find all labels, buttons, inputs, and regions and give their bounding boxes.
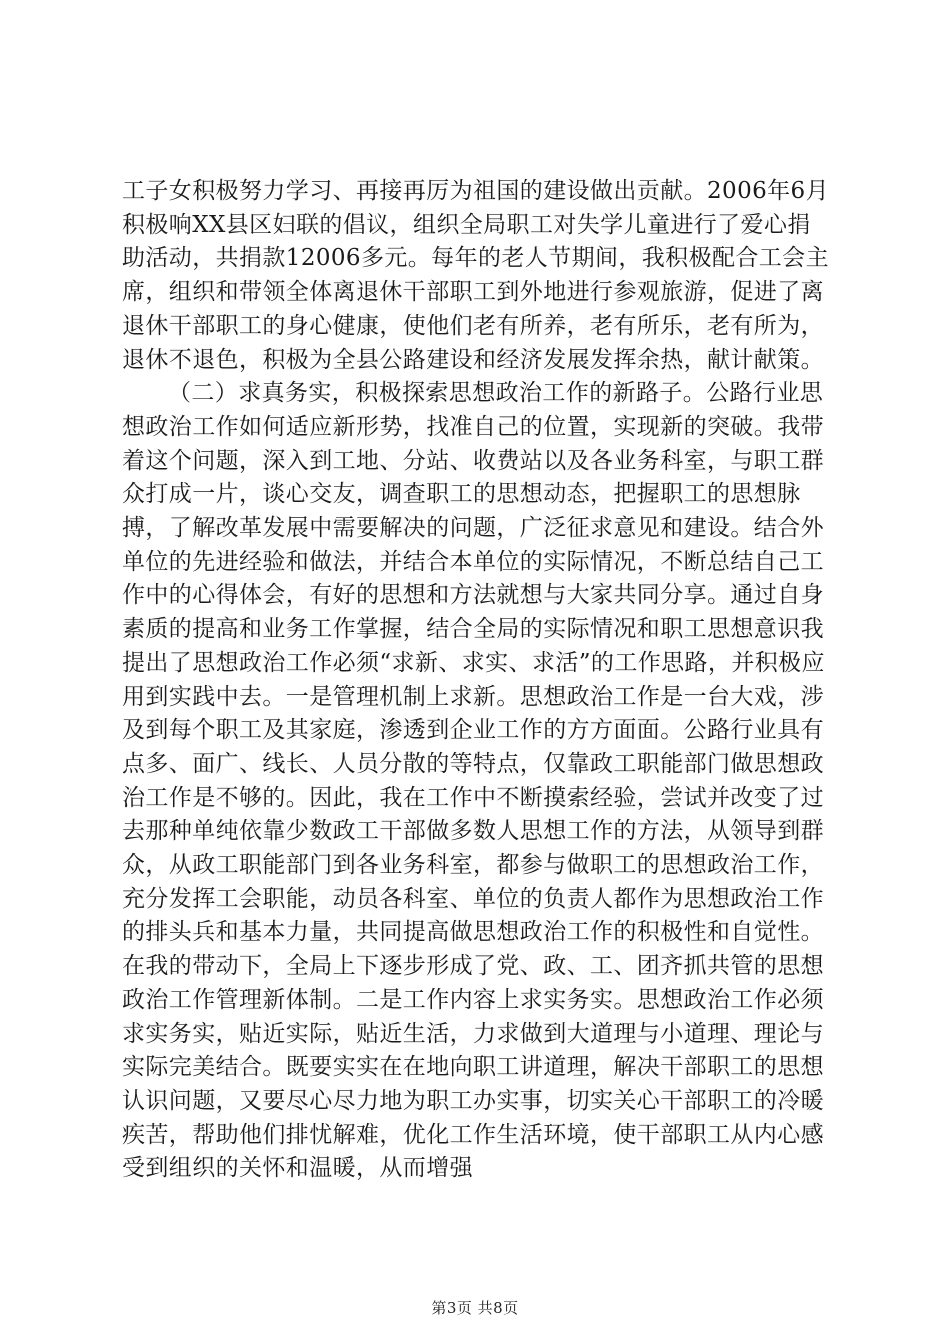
page-number-footer: 第3页 共8页 — [431, 1299, 519, 1317]
paragraph-2: （二）求真务实，积极探索思想政治工作的新路子。公路行业思想政治工作如何适应新形势，找准自己的位置，实现新的突破。我带着这个问题，深入到工地、分站、收费站以及各业务科室，与职工群众打成一片，谈心交友，调查职工的思想动态，把握职工的思想脉搏，了解改革发展中需要解决的问题，广泛征求意见和建设。结合外单位的先进经验和做法，并结合本单位的实际情况，不断总结自己工作中的心得体会，有好的思想和方法就想与大家共同分享。通过自身素质的提高和业务工作掌握，结合全局的实际情况和职工思想意识我提出了思想政治工作必须“求新、求实、求活”的工作思路，并积极应用到实践中去。一是管理机制上求新。思想政治工作是一台大戏，涉及到每个职工及其家庭，渗透到企业工作的方方面面。公路行业具有点多、面广、线长、人员分散的等特点，仅靠政工职能部门做思想政治工作是不够的。因此，我在工作中不断摸索经验，尝试并改变了过去那种单纯依靠少数政工干部做多数人思想工作的方法，从领导到群众，从政工职能部门到各业务科室，都参与做职工的思想政治工作，充分发挥工会职能，动员各科室、单位的负责人都作为思想政治工作的排头兵和基本力量，共同提高做思想政治工作的积极性和自觉性。在我的带动下，全局上下逐步形成了党、政、工、团齐抓共管的思想政治工作管理新体制。二是工作内容上求实务实。思想政治工作必须求实务实，贴近实际，贴近生活，力求做到大道理与小道理、理论与实际完美结合。既要实实在在地向职工讲道理，解决干部职工的思想认识问题，又要尽心尽力地为职工办实事，切实关心干部职工的冷暖疾苦，帮助他们排忧解难，优化工作生活环境，使干部职工从内心感受到组织的关怀和温暖，从而增强 — [122, 380, 825, 1182]
document-body — [122, 175, 830, 1186]
paragraph-1: 工子女积极努力学习、再接再厉为祖国的建设做出贡献。2006年6月积极响XX县区妇联的倡议，组织全局职工对失学儿童进行了爱心捐助活动，共捐款12006多元。每年的老人节期间，我积极配合工会主席，组织和带领全体离退休干部职工到外地进行参观旅游，促进了离退休干部职工的身心健康，使他们老有所养，老有所乐，老有所为，退休不退色，积极为全县公路建设和经济发展发挥余热，献计献策。 — [122, 178, 829, 373]
